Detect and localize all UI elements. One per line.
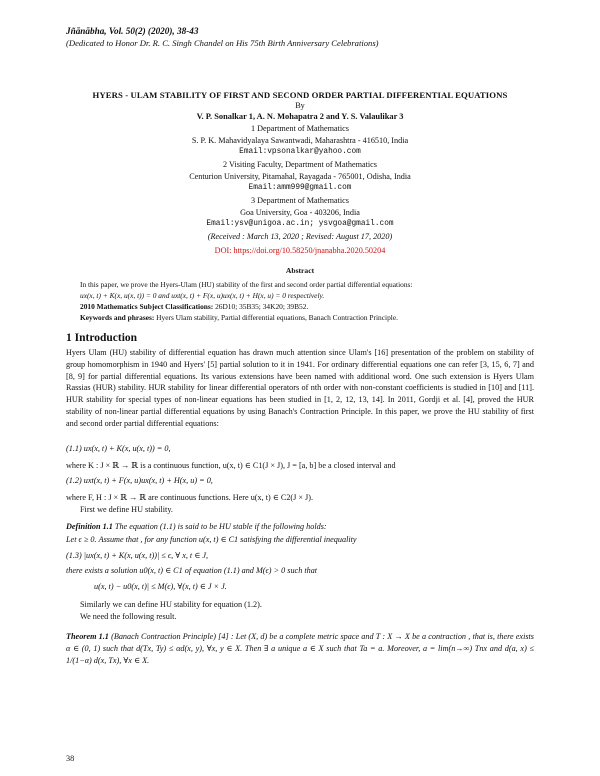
- affiliation-2-inst: Centurion University, Pitamahal, Rayagada - 765001, Odisha, India: [189, 172, 411, 181]
- intro-paragraph: Hyers Ulam (HU) stability of differential equation has drawn much attention since Ulam's [16] presentation of the problem on stability of group homomorphism in 1940 and Hyers' [5] partial solution to it in 1941. For ordinary differential equations one can refer [3, 15, 6, 7] and [8, 9] for partial differential equations. Its various extensions have been named with additional word. One such extension is Hyers Ulam Rassias (HUR) stability. HUR stability for linear differential operators of nth order with non-constant coefficients is studied in [10] and [11]. HUR stability for special types of non-linear equations has been studied in [1, 2, 12, 13, 14]. In 2011, Gordji et al. [4], proved the HUR stability of non-linear partial differential equations by using Banach's Contraction Principle. In this paper, we prove the HU stability of first and second order partial differential equations:: [66, 348, 534, 428]
- definition-label: Definition 1.1: [66, 522, 113, 531]
- need-result-line: We need the following result.: [80, 612, 177, 621]
- stability-inequality: u(x, t) − u0(x, t)| ≤ M(ϵ), ∀(x, t) ∈ J × J.: [94, 582, 227, 591]
- dedication-line: (Dedicated to Honor Dr. R. C. Singh Chandel on His 75th Birth Anniversary Celebrations): [66, 38, 379, 48]
- equation-1-1: (1.1) ux(x, t) + K(x, u(x, t)) = 0,: [66, 444, 171, 453]
- affiliation-1-inst: S. P. K. Mahavidyalaya Sawantwadi, Maharashtra - 416510, India: [191, 136, 409, 145]
- keywords-line: [80, 313, 398, 322]
- affiliation-3-email[interactable]: Email:ysv@unigoa.ac.in; ysvgoa@gmail.com: [206, 220, 394, 228]
- definition-text: The equation (1.1) is said to be HU stable if the following holds:: [112, 522, 327, 531]
- paper-title: HYERS - ULAM STABILITY OF FIRST AND SECOND ORDER PARTIAL DIFFERENTIAL EQUATIONS: [92, 90, 508, 100]
- msc-codes: 26D10; 35B35; 34K20; 39B52.: [213, 302, 309, 311]
- page-number: 38: [66, 754, 75, 763]
- affiliation-1-dept: 1 Department of Mathematics: [251, 124, 349, 133]
- affiliation-1-email[interactable]: Email:vpsonalkar@yahoo.com: [239, 148, 361, 156]
- doi-link[interactable]: DOI: https://doi.org/10.58250/jnanabha.2020.50204: [214, 246, 386, 255]
- theorem-text: (Banach Contraction Principle) [4] : Let (X, d) be a complete metric space and T : X → X be a contraction , that is, there exists α ∈ (0, 1) such that d(Tx, Ty) ≤ αd(x, y), ∀x, y ∈ X. Then ∃ a unique a ∈ X such that Ta = a. Moreover, a = lim(n→∞) Tnx and d(a, x) ≤ 1/(1−α) d(x, Tx), ∀x ∈ X.: [66, 632, 534, 665]
- msc-label: 2010 Mathematics Subject Classifications:: [80, 302, 214, 311]
- where-line-2: where F, H : J × ℝ → ℝ are continuous functions. Here u(x, t) ∈ C2(J × J).: [66, 493, 313, 502]
- abstract-heading: Abstract: [285, 266, 315, 275]
- authors: V. P. Sonalkar 1, A. N. Mohapatra 2 and Y. S. Valaulikar 3: [196, 112, 404, 121]
- dates-line: (Received : March 13, 2020 ; Revised: August 17, 2020): [207, 232, 393, 241]
- equation-1-2: (1.2) uxt(x, t) + F(x, u)ux(x, t) + H(x, u) = 0,: [66, 476, 213, 485]
- there-exists-line: there exists a solution u0(x, t) ∈ C1 of equation (1.1) and M(ϵ) > 0 such that: [66, 566, 318, 575]
- journal-line: Jñānābha, Vol. 50(2) (2020), 38-43: [66, 26, 199, 36]
- first-define-line: First we define HU stability.: [80, 505, 173, 514]
- affiliation-2-email[interactable]: Email:amm999@gmail.com: [248, 184, 352, 192]
- abstract-text: In this paper, we prove the Hyers-Ulam (HU) stability of the first and second order partial differential equations:: [80, 280, 413, 289]
- affiliation-2-dept: 2 Visiting Faculty, Department of Mathematics: [223, 160, 377, 169]
- by-line: By: [295, 101, 305, 110]
- keywords-label: Keywords and phrases:: [80, 313, 155, 322]
- affiliation-3-dept: 3 Department of Mathematics: [251, 196, 349, 205]
- msc-line: [80, 302, 308, 311]
- inequality-1-3: (1.3) |ux(x, t) + K(x, u(x, t))| ≤ ϵ, ∀ x, t ∈ J,: [66, 551, 209, 560]
- theorem-1-1: [66, 631, 534, 666]
- section-heading-introduction: 1 Introduction: [66, 332, 138, 344]
- where-line-1: where K : J × ℝ → ℝ is a continuous function, u(x, t) ∈ C1(J × J), J = [a, b] be a closed interval and: [66, 461, 396, 470]
- abstract-equations: ux(x, t) + K(x, u(x, t)) = 0 and uxt(x, t) + F(x, u)ux(x, t) + H(x, u) = 0 respectively.: [80, 291, 325, 300]
- similarly-line: Similarly we can define HU stability for equation (1.2).: [80, 600, 262, 609]
- theorem-label: Theorem 1.1: [66, 632, 109, 641]
- definition-1-1: [66, 522, 327, 531]
- definition-let-line: Let ϵ ≥ 0. Assume that , for any function u(x, t) ∈ C1 satisfying the differential inequality: [66, 535, 357, 544]
- keywords-text: Hyers Ulam stability, Partial differential equations, Banach Contraction Principle.: [154, 313, 398, 322]
- affiliation-3-inst: Goa University, Goa - 403206, India: [240, 208, 360, 217]
